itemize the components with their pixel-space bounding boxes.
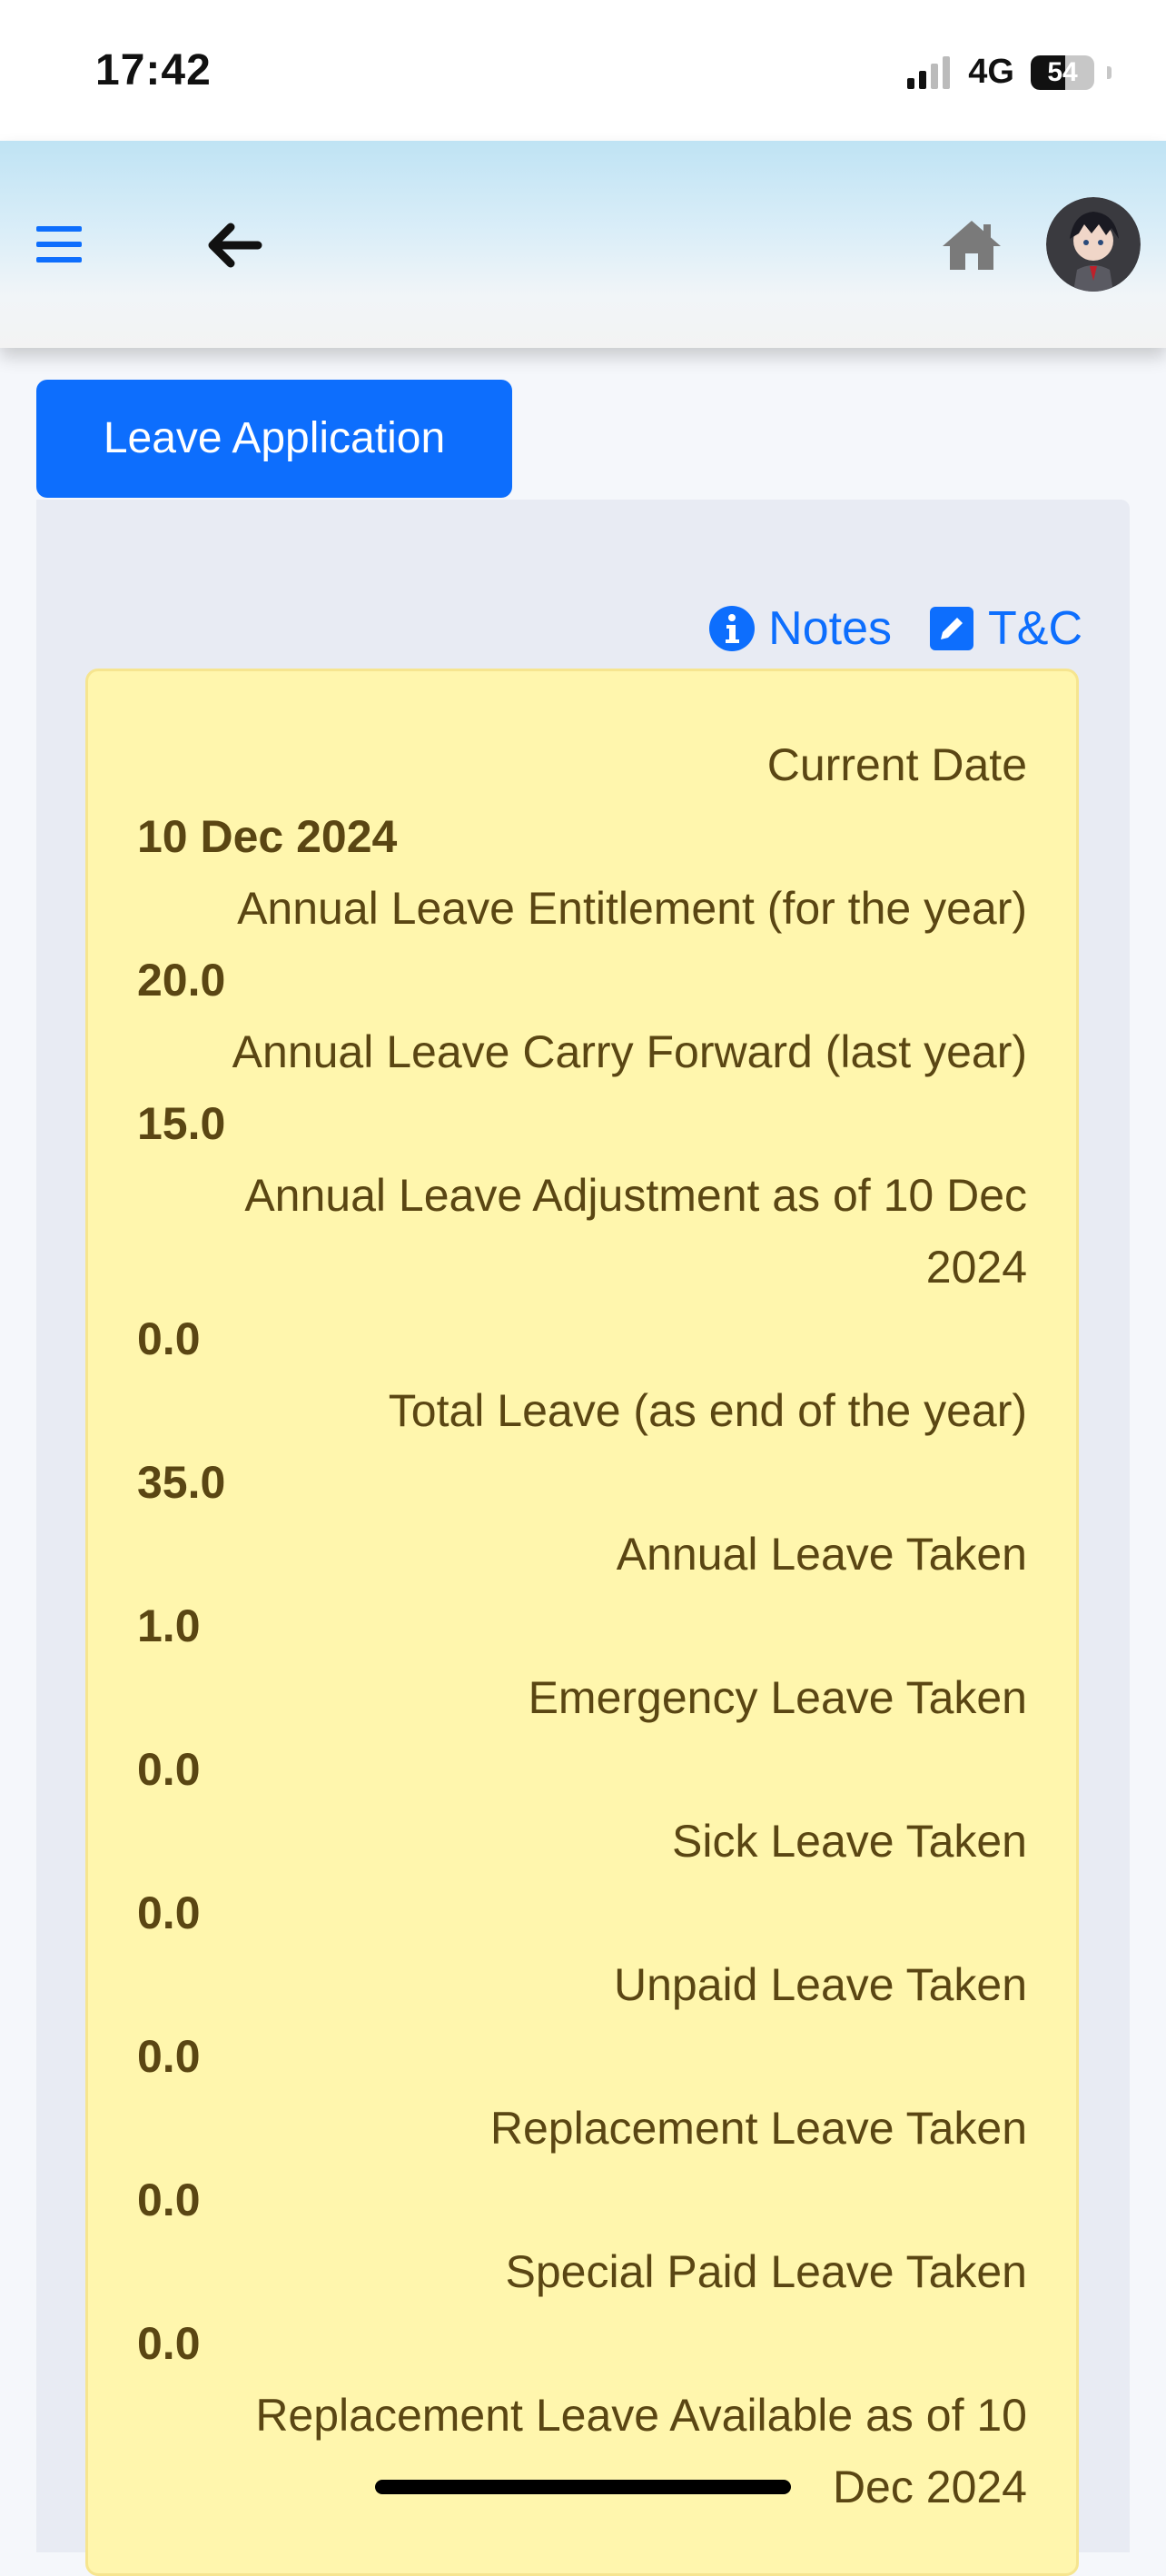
summary-row xyxy=(137,2236,1027,2380)
summary-row-label: Replacement Leave Taken xyxy=(489,2103,1027,2154)
summary-row-label: Annual Leave Entitlement (for the year) xyxy=(237,883,1027,934)
info-icon xyxy=(708,605,756,652)
summary-row-value: 0.0 xyxy=(137,2318,201,2369)
summary-row xyxy=(137,1806,1027,1949)
status-indicators xyxy=(907,53,1112,92)
summary-row xyxy=(137,1160,1027,1375)
summary-row xyxy=(137,729,1027,873)
battery-icon xyxy=(1031,55,1094,90)
summary-row xyxy=(137,1949,1027,2093)
summary-list xyxy=(88,671,1076,2523)
summary-row-value: 0.0 xyxy=(137,2031,201,2082)
status-time: 17:42 xyxy=(95,46,212,94)
summary-row-value: 1.0 xyxy=(137,1600,201,1651)
app-header xyxy=(0,141,1166,348)
summary-row-value: 0.0 xyxy=(137,1887,201,1938)
summary-row-value: 20.0 xyxy=(137,955,226,1006)
summary-row-value: 15.0 xyxy=(137,1098,226,1149)
summary-row-label: Emergency Leave Taken xyxy=(528,1672,1027,1723)
summary-row-label: Annual Leave Taken xyxy=(616,1529,1027,1580)
summary-row xyxy=(137,1662,1027,1806)
tc-link[interactable] xyxy=(928,601,1082,656)
notes-label: Notes xyxy=(768,602,892,655)
summary-row xyxy=(137,873,1027,1016)
summary-row xyxy=(137,1375,1027,1519)
status-bar xyxy=(0,0,1166,141)
leave-summary-card xyxy=(85,669,1079,2576)
summary-row-value: 0.0 xyxy=(137,1744,201,1795)
user-avatar[interactable] xyxy=(1046,197,1141,292)
edit-icon xyxy=(928,605,975,652)
summary-row xyxy=(137,2380,1027,2523)
summary-row-value: 0.0 xyxy=(137,1313,201,1364)
hamburger-menu-icon[interactable] xyxy=(36,224,82,264)
battery-level: 54 xyxy=(1047,56,1078,87)
leave-application-button[interactable]: Leave Application xyxy=(36,380,512,498)
summary-row xyxy=(137,1519,1027,1662)
summary-row-label: Annual Leave Adjustment as of 10 Dec 2024 xyxy=(244,1170,1027,1293)
arrow-left-icon[interactable] xyxy=(202,213,265,277)
summary-row-value: 10 Dec 2024 xyxy=(137,811,398,862)
summary-row-label: Total Leave (as end of the year) xyxy=(388,1385,1027,1436)
panel-links xyxy=(708,601,1082,656)
summary-row-label: Sick Leave Taken xyxy=(672,1816,1027,1867)
summary-row-value: 35.0 xyxy=(137,1457,226,1508)
tc-label: T&C xyxy=(988,602,1082,655)
summary-row xyxy=(137,2093,1027,2236)
network-type: 4G xyxy=(968,53,1014,91)
summary-row-label: Special Paid Leave Taken xyxy=(505,2246,1027,2297)
cellular-signal-icon xyxy=(907,56,950,89)
summary-row-value: 0.0 xyxy=(137,2175,201,2225)
battery-tip xyxy=(1107,66,1112,79)
summary-row-label: Unpaid Leave Taken xyxy=(614,1959,1027,2010)
summary-row-label: Annual Leave Carry Forward (last year) xyxy=(232,1026,1027,1077)
notes-link[interactable] xyxy=(708,601,892,656)
leave-summary-panel xyxy=(36,500,1130,2552)
home-icon[interactable] xyxy=(941,217,1003,273)
summary-row-label: Replacement Leave Available as of 10 Dec 2024 xyxy=(255,2390,1027,2512)
summary-row-label: Current Date xyxy=(766,739,1027,790)
summary-row xyxy=(137,1016,1027,1160)
home-indicator xyxy=(375,2480,791,2494)
